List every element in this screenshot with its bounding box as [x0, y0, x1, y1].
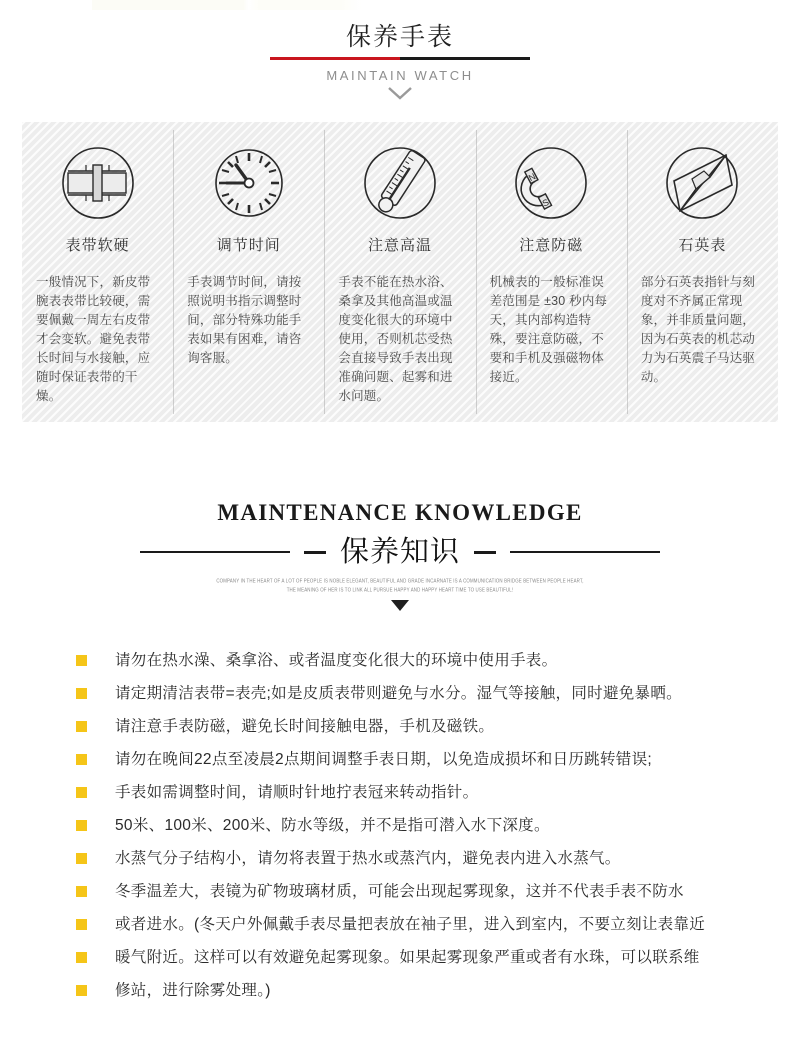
panel-description: 手表调节时间，请按照说明书指示调整时间，部分特殊功能手表如果有困难，请咨询客服。	[187, 275, 302, 365]
magnet-icon	[508, 140, 594, 226]
list-item	[76, 980, 788, 1002]
bullet-square	[76, 886, 87, 897]
bullet-square	[76, 952, 87, 963]
top-edge-artifact	[92, 0, 362, 10]
list-item	[76, 650, 788, 672]
list-item-text: 请注意手表防磁，避免长时间接触电器，手机及磁铁。	[115, 718, 495, 735]
bullet-square	[76, 820, 87, 831]
list-item	[76, 782, 788, 804]
panel-column-magnet	[476, 122, 627, 422]
panel-description: 一般情况下，新皮带腕表表带比较硬，需要佩戴一周左右皮带才会变软。避免表带长时间与水接触，应随时保证表带的干燥。	[36, 275, 151, 403]
thermometer-icon	[357, 140, 443, 226]
maintenance-icons-panel	[22, 122, 778, 422]
list-item-text: 冬季温差大，表镜为矿物玻璃材质，可能会出现起雾现象，这并不代表手表不防水	[115, 883, 684, 900]
list-item-text: 水蒸气分子结构小，请勿将表置于热水或蒸汽内，避免表内进入水蒸气。	[115, 850, 621, 867]
list-item-text: 暖气附近。这样可以有效避免起雾现象。如果起雾现象严重或者有水珠，可以联系维	[115, 949, 700, 966]
list-item	[76, 947, 788, 969]
bullet-square	[76, 754, 87, 765]
bullet-square	[76, 787, 87, 798]
panel-description: 手表不能在热水浴、桑拿及其他高温或温度变化很大的环境中使用，否则机芯受热会直接导致手表出现准确问题、起雾和进水问题。	[338, 275, 453, 403]
rule-black-half	[400, 57, 530, 60]
clock-icon	[206, 140, 292, 226]
list-item	[76, 716, 788, 738]
section2-title-cn: 保养知识	[339, 536, 460, 568]
bullet-square	[76, 919, 87, 930]
section2-title-row	[0, 535, 800, 569]
dash-right	[474, 551, 496, 554]
bullet-square	[76, 985, 87, 996]
panel-label: 石英表	[678, 237, 727, 254]
triangle-down-icon	[391, 600, 409, 611]
watch-strap-icon	[55, 140, 141, 226]
section1-title-cn: 保养手表	[345, 23, 454, 51]
list-item-text: 手表如需调整时间，请顺时针地拧表冠来转动指针。	[115, 784, 479, 801]
bullet-square	[76, 688, 87, 699]
bullet-square	[76, 853, 87, 864]
panel-label: 注意防磁	[519, 237, 584, 254]
panel-column-heat	[324, 122, 475, 422]
list-item	[76, 848, 788, 870]
rule-red-half	[270, 57, 400, 60]
panel-description: 机械表的一般标准误差范围是 ±30 秒内每天，其内部构造特殊，要注意防磁，不要和手机及强磁物体接近。	[489, 275, 608, 384]
list-item-text: 修站，进行除雾处理。)	[115, 982, 271, 999]
tagline-line-2: THE MEANING OF HER IS TO LINK ALL PURSUE HAPPY AND HAPPY HEART TIME TO USE BEAUTIFUL!	[286, 587, 514, 593]
maintain-watch-header	[0, 22, 800, 100]
svg-text:N: N	[527, 171, 538, 184]
dash-left	[304, 551, 326, 554]
panel-description: 部分石英表指针与刻度对不齐属正常现象，并非质量问题，因为石英表的机芯动力为石英震子马达驱动。	[640, 275, 756, 384]
panel-column-strap	[22, 122, 173, 422]
panel-label: 表带软硬	[65, 237, 130, 254]
list-item	[76, 881, 788, 903]
list-item-text: 请勿在晚间22点至凌晨2点期间调整手表日期，以免造成损坏和日历跳转错误;	[115, 751, 652, 768]
tagline-line-1: COMPANY IN THE HEART OF A LOT OF PEOPLE IS NOBLE ELEGANT, BEAUTIFUL AND GRADE INCARNATE IS A COMMUNICATION BRIDGE BETWEEN PEOPLE HEART,	[216, 577, 584, 584]
svg-text:S: S	[540, 196, 551, 209]
list-item	[76, 683, 788, 705]
list-item-text: 50米、100米、200米、防水等级，并不是指可潜入水下深度。	[115, 817, 550, 834]
chevron-down-icon	[387, 86, 413, 100]
panel-column-quartz	[627, 122, 778, 422]
section1-subtitle-en: MAINTAIN WATCH	[326, 68, 474, 83]
bullet-square	[76, 721, 87, 732]
list-item	[76, 749, 788, 771]
quartz-crystal-icon	[659, 140, 745, 226]
rule-left	[140, 551, 290, 553]
list-item-text: 或者进水。(冬天户外佩戴手表尽量把表放在袖子里，进入到室内，不要立刻让表靠近	[115, 916, 706, 933]
list-item-text: 请定期清洁表带=表壳;如是皮质表带则避免与水分。湿气等接触，同时避免暴晒。	[115, 685, 682, 702]
section2-title-en: MAINTENANCE KNOWLEDGE	[217, 500, 583, 525]
maintenance-knowledge-header	[0, 500, 800, 611]
list-item-text: 请勿在热水澡、桑拿浴、或者温度变化很大的环境中使用手表。	[115, 652, 558, 669]
maintenance-knowledge-list	[76, 650, 788, 1013]
bullet-square	[76, 655, 87, 666]
panel-label: 注意高温	[368, 237, 433, 254]
list-item	[76, 914, 788, 936]
list-item	[76, 815, 788, 837]
panel-column-time	[173, 122, 324, 422]
section2-tagline	[190, 577, 610, 595]
panel-label: 调节时间	[216, 237, 281, 254]
section1-rule	[270, 57, 530, 60]
rule-right	[510, 551, 660, 553]
